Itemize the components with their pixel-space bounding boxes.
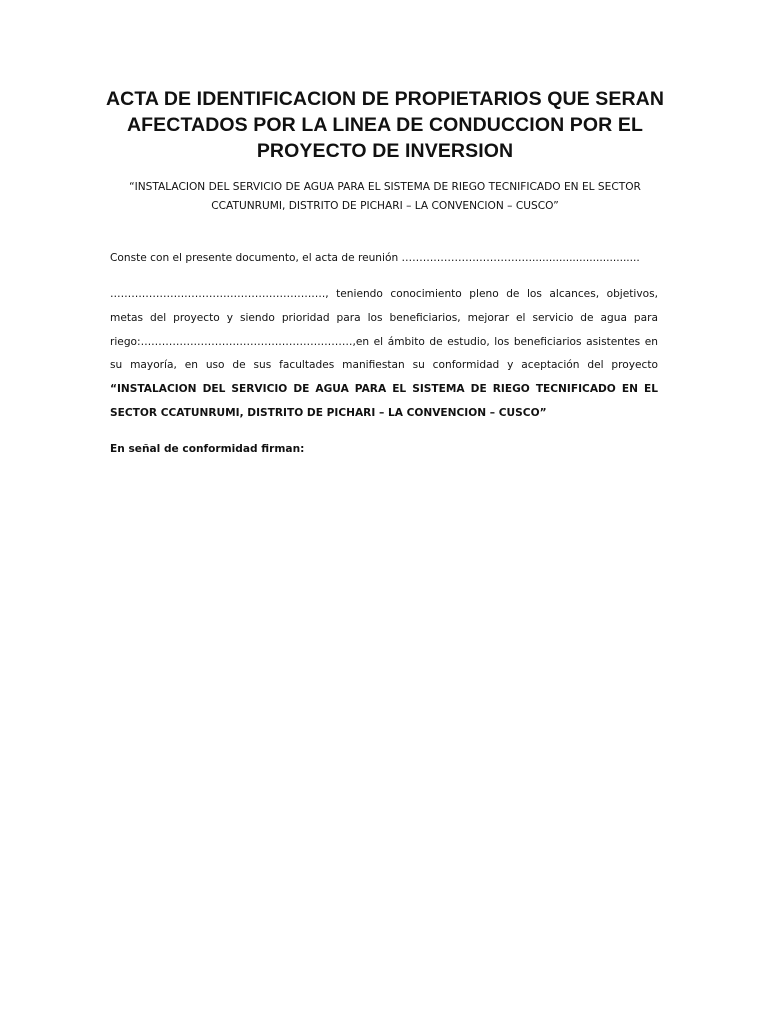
body-paragraph [110, 283, 658, 426]
project-subtitle: “INSTALACION DEL SERVICIO DE AGUA PARA EL SISTEMA DE RIEGO TECNIFICADO EN EL SECTOR CCATUNRUMI, DISTRITO DE PICHARI – LA CONVENCION – CUSCO” [129, 181, 641, 212]
intro-paragraph: Conste con el presente documento, el acta de reunión ………………………………................................. [110, 252, 640, 264]
body-paragraph-text: ……………………………………………………., teniendo conocimiento pleno de los alcances, objetivos, metas del proyecto y siendo prioridad para los beneficiarios, mejorar el servicio de agua para riego:……………………………………………………,en el ámbito de estudio, los beneficiarios asistentes en su mayoría, en uso de sus facultades manifiestan su conformidad y aceptación del proyecto [110, 288, 658, 372]
closing-line: En señal de conformidad firman: [110, 443, 305, 455]
project-name-bold: “INSTALACION DEL SERVICIO DE AGUA PARA EL SISTEMA DE RIEGO TECNIFICADO EN EL SECTOR CCATUNRUMI, DISTRITO DE PICHARI – LA CONVENCION – CUSCO” [110, 383, 658, 419]
document-title: ACTA DE IDENTIFICACION DE PROPIETARIOS QUE SERAN AFECTADOS POR LA LINEA DE CONDUCCION POR EL PROYECTO DE INVERSION [105, 88, 665, 162]
